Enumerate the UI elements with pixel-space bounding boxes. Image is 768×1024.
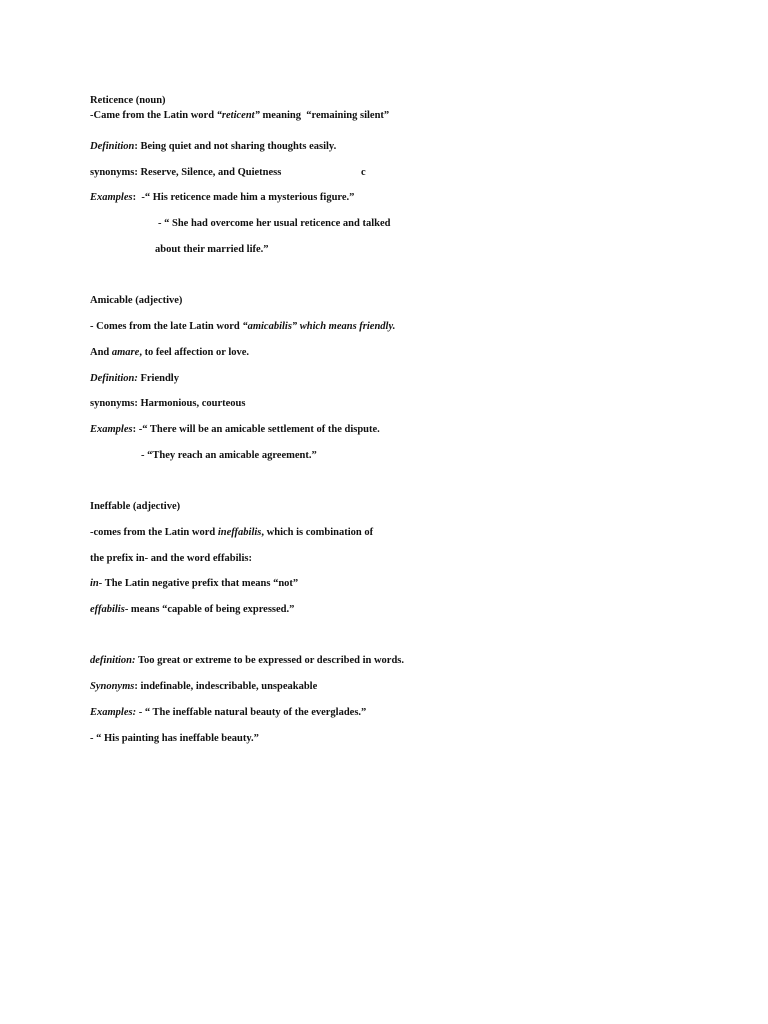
reticence-example-1: Examples: -“ His reticence made him a mysterious figure.” xyxy=(90,192,355,203)
reticence-example-2: - “ She had overcome her usual reticence and talked xyxy=(158,218,391,229)
ineffable-definition: definition: Too great or extreme to be expressed or described in words. xyxy=(90,655,405,666)
amicable-origin: - Comes from the late Latin word “amicabilis” which means friendly. xyxy=(90,321,396,332)
ineffable-heading: Ineffable (adjective) xyxy=(90,501,181,512)
reticence-example-2-cont: about their married life.” xyxy=(155,244,269,255)
reticence-heading: Reticence (noun) xyxy=(90,95,166,106)
amicable-heading: Amicable (adjective) xyxy=(90,295,183,306)
reticence-synonyms: synonyms: Reserve, Silence, and Quietness xyxy=(90,167,282,178)
reticence-definition: Definition: Being quiet and not sharing thoughts easily. xyxy=(90,141,337,152)
amicable-example-1: Examples: -“ There will be an amicable settlement of the dispute. xyxy=(90,424,380,435)
ineffable-example-1: Examples: - “ The ineffable natural beauty of the everglades.” xyxy=(90,707,367,718)
amicable-origin-2: And amare, to feel affection or love. xyxy=(90,347,250,358)
amicable-definition: Definition: Friendly xyxy=(90,373,179,384)
amicable-example-2: - “They reach an amicable agreement.” xyxy=(141,450,317,461)
amicable-synonyms: synonyms: Harmonious, courteous xyxy=(90,398,246,409)
ineffable-origin-2: the prefix in- and the word effabilis: xyxy=(90,553,252,564)
ineffable-root: effabilis- means “capable of being expressed.” xyxy=(90,604,295,615)
reticence-origin: -Came from the Latin word “reticent” meaning “remaining silent” xyxy=(90,110,390,121)
ineffable-synonyms: Synonyms: indefinable, indescribable, unspeakable xyxy=(90,681,318,692)
ineffable-example-2: - “ His painting has ineffable beauty.” xyxy=(90,733,259,744)
stray-mark: c xyxy=(361,167,366,178)
ineffable-origin: -comes from the Latin word ineffabilis, which is combination of xyxy=(90,527,374,538)
ineffable-prefix: in- The Latin negative prefix that means “not” xyxy=(90,578,299,589)
